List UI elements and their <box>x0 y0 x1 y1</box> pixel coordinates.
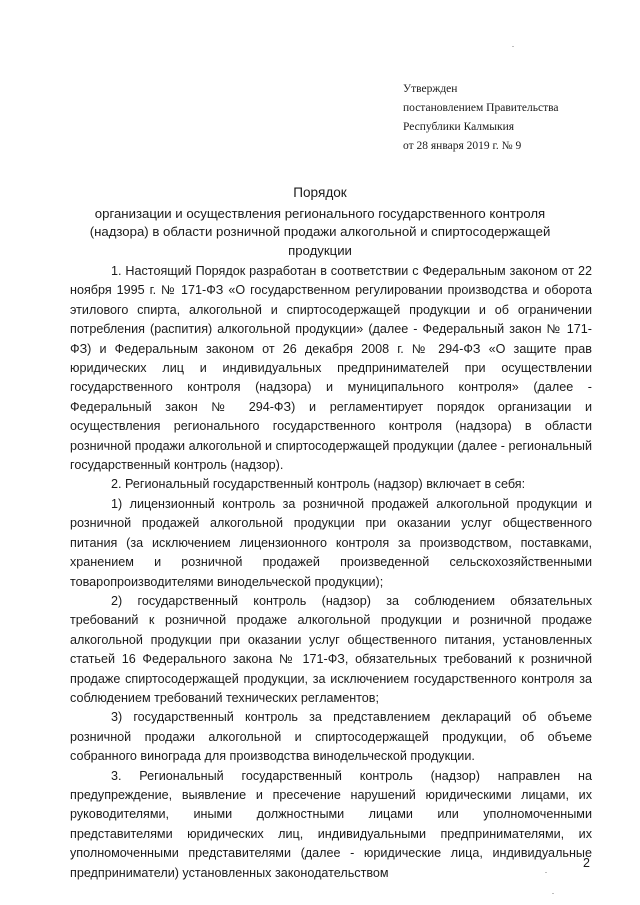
scan-speck <box>552 893 554 894</box>
paragraph-2: 2. Региональный государственный контроль (надзор) включает в себя: <box>111 477 526 492</box>
document-body <box>70 262 592 883</box>
approval-line-approved: Утвержден <box>403 83 458 95</box>
approval-stamp <box>403 80 628 156</box>
approval-line-date: от 28 января 2019 г. № 9 <box>403 140 522 152</box>
title-heading: Порядок <box>293 185 347 200</box>
title-subtitle-line-1: организации и осуществления регионального государственного контроля <box>94 205 546 221</box>
paragraph-1: 1. Настоящий Порядок разработан в соответствии с Федеральным законом от 22 ноября 1995 г. № 171-ФЗ «О государственном регулировании производства и оборота этилового спирта, алкогольной и спиртосодержащей продукции и об ограничении потребления (распития) алкогольной продукции» (далее - Федеральный закон № 171-ФЗ) и Федеральным законом от 26 декабря 2008 г. № 294-ФЗ «О защите прав юридических лиц и индивидуальных предпринимателей при осуществлении государственного контроля (надзора) и муниципального контроля» (далее - Федеральный закон № 294-ФЗ) и регламентирует порядок организации и осуществления регионального государственного контроля (надзора) в области розничной продажи алкогольной и спиртосодержащей продукции (далее - региональный государственный контроль (надзор). <box>70 264 592 473</box>
approval-line-republic: Республики Калмыкия <box>403 121 515 133</box>
scan-speck <box>545 872 547 873</box>
document-title <box>60 184 580 260</box>
page-number: 2 <box>583 856 590 870</box>
approval-line-resolution: постановлением Правительства <box>403 102 559 114</box>
title-subtitle-line-3: продукции <box>288 242 352 258</box>
paragraph-2-item-1: 1) лицензионный контроль за розничной продажей алкогольной продукции и розничной продажей алкогольной продукции при оказании услуг общественного питания (за исключением лицензионного контроля за производством, поставками, хранением и розничной продажей произведенной сельскохозяйственными товаропроизводителями винодельческой продукции); <box>70 496 592 589</box>
title-subtitle-line-2: (надзора) в области розничной продажи алкогольной и спиртосодержащей <box>89 224 551 239</box>
paragraph-2-item-2: 2) государственный контроль (надзор) за соблюдением обязательных требований к розничной продаже алкогольной продукции и розничной продаже алкогольной продукции при оказании услуг общественного питания, установленных статьей 16 Федерального закона № 171-ФЗ, обязательных требований к розничной продаже спиртосодержащей продукции, за исключением государственного контроля за соблюдением требований технических регламентов; <box>70 593 592 705</box>
paragraph-3: 3. Региональный государственный контроль (надзор) направлен на предупреждение, выявление и пресечение нарушений юридическими лицами, их руководителями, иными должностными лицами или уполномоченными представителями юридических лиц, индивидуальными предпринимателями, их уполномоченными представителями (далее - юридические лица, индивидуальные предприниматели) установленных законодательством <box>70 768 592 880</box>
paragraph-2-item-3: 3) государственный контроль за представлением деклараций об объеме розничной продажи алкогольной и спиртосодержащей продукции, об объеме собранного винограда для производства винодельческой продукции. <box>70 710 592 764</box>
scan-speck <box>512 46 514 47</box>
